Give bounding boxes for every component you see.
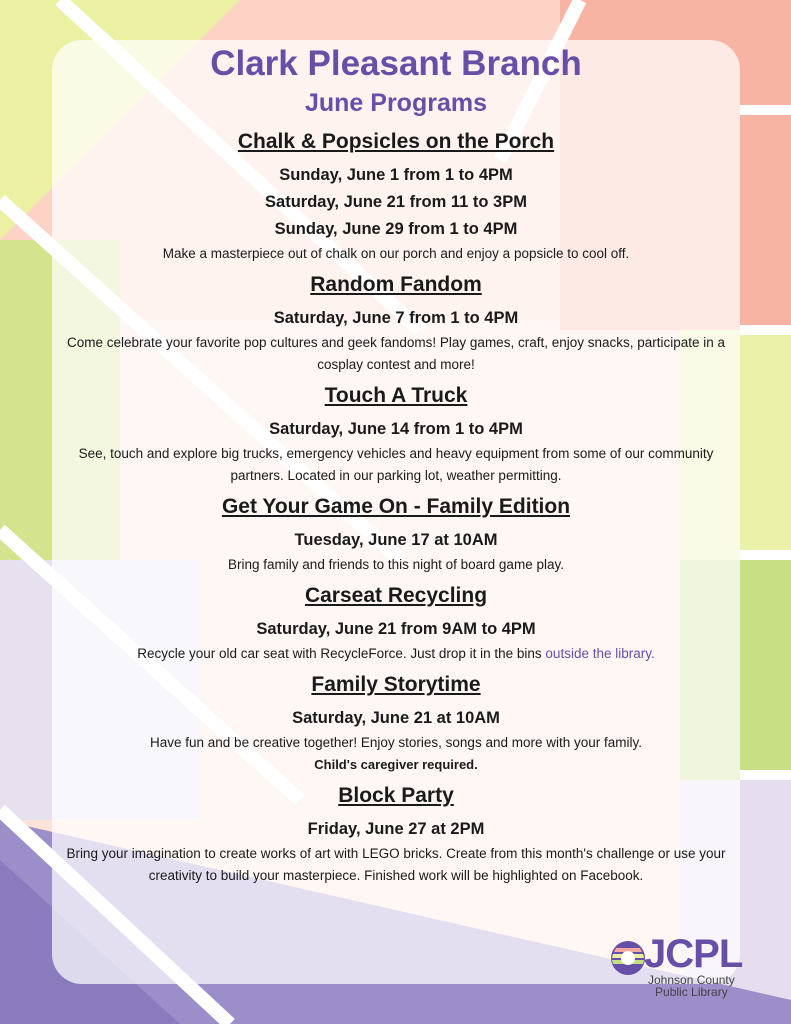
logo-wordmark: JCPL [644, 932, 743, 976]
event-title: Chalk & Popsicles on the Porch [237, 130, 555, 153]
jcpl-logo [610, 934, 760, 1004]
event-session: Saturday, June 21 from 11 to 3PM [265, 193, 527, 211]
event-session: Saturday, June 21 at 10AM [292, 709, 500, 727]
event-touch-a-truck [52, 382, 740, 487]
event-sessions [52, 416, 740, 443]
event-description: See, touch and explore big trucks, emergency vehicles and heavy equipment from some of our community partners. Located in our parking lot, weather permitting. [78, 446, 714, 483]
event-description-wrap [52, 643, 740, 665]
event-sessions [52, 162, 740, 243]
flyer-content [52, 40, 740, 887]
event-session: Saturday, June 14 from 1 to 4PM [269, 420, 523, 438]
page-title: Clark Pleasant Branch [210, 44, 582, 83]
event-sessions [52, 305, 740, 332]
event-random-fandom [52, 271, 740, 376]
event-game-on [52, 493, 740, 576]
event-sessions [52, 816, 740, 843]
event-description: Bring family and friends to this night of board game play. [228, 557, 564, 572]
event-session: Saturday, June 21 from 9AM to 4PM [256, 620, 536, 638]
event-description: Come celebrate your favorite pop cultures and geek fandoms! Play games, craft, enjoy snacks, participate in a cosplay contest and more! [66, 335, 726, 372]
event-session: Tuesday, June 17 at 10AM [294, 531, 498, 549]
event-title: Random Fandom [310, 273, 482, 296]
event-description: Bring your imagination to create works of art with LEGO bricks. Create from this month's challenge or use your creativity to build your masterpiece. Finished work will be highlighted on Facebook. [66, 846, 726, 883]
event-session: Saturday, June 7 from 1 to 4PM [273, 309, 519, 327]
event-description: Make a masterpiece out of chalk on our porch and enjoy a popsicle to cool off. [162, 246, 630, 261]
event-session: Sunday, June 1 from 1 to 4PM [279, 166, 513, 184]
event-session: Sunday, June 29 from 1 to 4PM [274, 220, 518, 238]
logo-line-2: Public Library [655, 985, 728, 999]
event-chalk-popsicles [52, 128, 740, 265]
logo-line-1: Johnson County [648, 973, 735, 987]
event-title: Get Your Game On - Family Edition [221, 495, 571, 518]
event-title: Touch A Truck [324, 384, 468, 407]
event-sessions [52, 527, 740, 554]
event-session: Friday, June 27 at 2PM [307, 820, 485, 838]
outside-library-link[interactable]: outside the library. [545, 646, 655, 661]
event-description: Have fun and be creative together! Enjoy stories, songs and more with your family. [150, 735, 642, 750]
event-note: Child's caregiver required. [314, 757, 478, 772]
event-description: Recycle your old car seat with RecycleForce. Just drop it in the bins [137, 646, 546, 661]
event-title: Carseat Recycling [304, 584, 488, 607]
event-family-storytime [52, 671, 740, 776]
jcpl-logo-icon [610, 940, 646, 976]
page-subtitle: June Programs [304, 89, 487, 117]
event-title: Family Storytime [311, 673, 481, 696]
event-sessions [52, 616, 740, 643]
logo-subtitle [648, 974, 735, 998]
event-block-party [52, 782, 740, 887]
event-carseat-recycling [52, 582, 740, 665]
event-title: Block Party [338, 784, 454, 807]
event-sessions [52, 705, 740, 732]
